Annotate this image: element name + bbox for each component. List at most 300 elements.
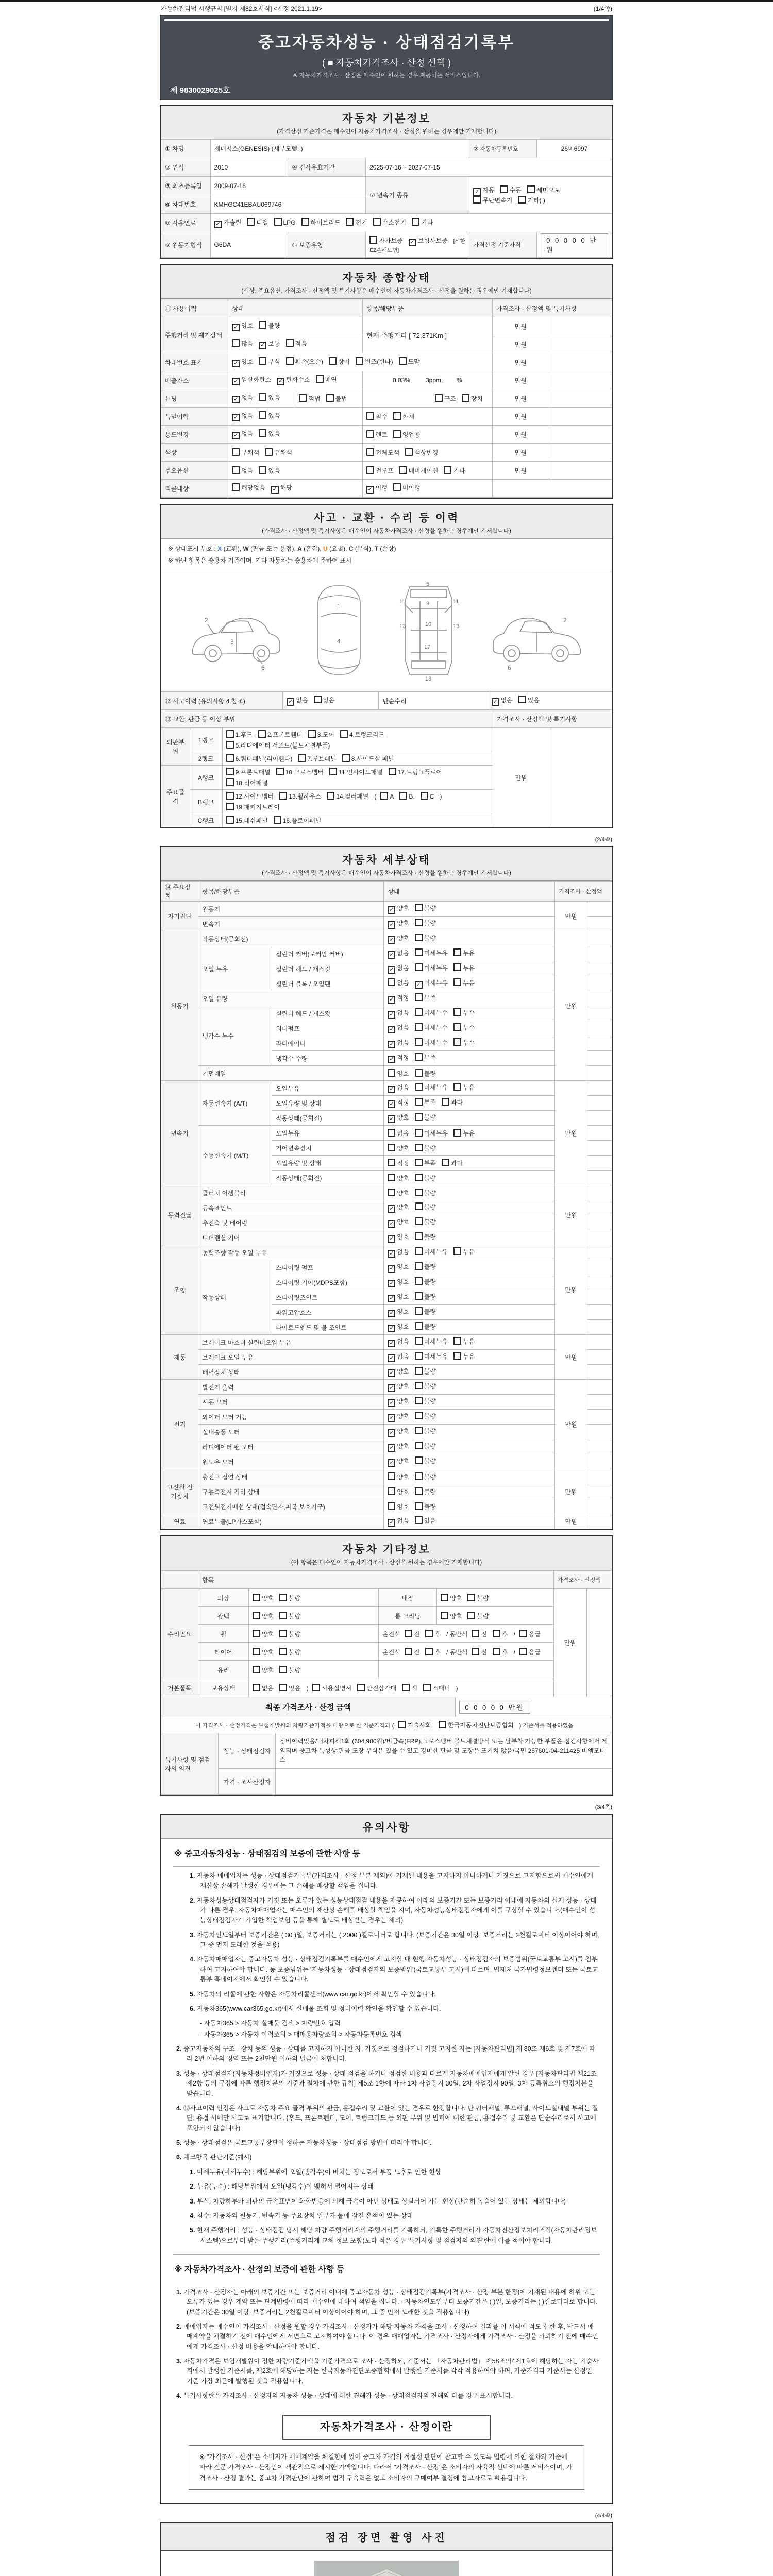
table-cell [384,1365,555,1380]
option-text: ) [440,793,442,800]
text: 17 [424,644,431,650]
span: 불량 [289,1612,301,1620]
table-cell: 만원 [555,1185,587,1245]
span: 미세누유 [424,950,448,957]
span: 미세누수 [424,1039,448,1046]
option [467,1595,489,1602]
checkbox: ✓ [388,1220,395,1228]
checkbox [366,448,374,456]
table-cell: 시동 모터 [198,1395,384,1410]
option [366,467,394,474]
notice-item: 6. 자동차365(www.car365.go.kr)에서 실매물 조회 및 정비이력 확인을 확인할 수 있습니다. [190,2005,441,2012]
div [161,1570,612,1795]
b: 4. [190,2212,195,2219]
table-cell [384,1141,555,1156]
checkbox [415,1083,423,1091]
span: 없음 [397,1129,409,1137]
accident-subtitle: (가격조사 · 산정액 및 특기사항은 매수인이 자동차가격조사 · 산정을 원하는 경우에만 기재합니다) [262,528,511,534]
detail-row [161,1350,612,1365]
checkbox: ✓ [366,486,374,494]
warranty-insurer: [신한EZ손해보험] [369,238,465,253]
span: 미세누유 [424,964,448,972]
span: 불량 [289,1648,301,1656]
span: 전 [413,1630,420,1638]
table-cell: B랭크 [190,790,222,814]
option [405,1631,420,1638]
table-cell: 1랭크 [190,728,222,752]
span: 없음 [241,394,254,401]
table-cell [587,1484,612,1499]
checkbox [415,1382,423,1389]
option [415,1503,436,1511]
detail-row [161,1335,612,1350]
span: 누유 [463,1248,475,1256]
fuel-options [210,214,612,232]
table-cell: 스티어링 펌프 [272,1260,384,1275]
reg-number-label: ② 자동차등록번호 [469,140,537,158]
transmission-label: ⑦ 변속기 종류 [366,177,469,214]
span: 있음 [527,697,540,704]
checkbox [415,1337,423,1345]
table-cell [384,1469,555,1484]
span: 13.휠하우스 [289,793,322,800]
table-cell [587,1350,612,1365]
option [415,1114,436,1121]
overall-title: 자동차 종합상태 [342,272,431,284]
base-price-label: 가격산정 기준가격 [469,232,537,258]
table-cell [384,1111,555,1126]
table-cell: 리콜대상 [161,480,228,498]
table-cell: 라디에이터 [272,1036,384,1051]
option [393,413,414,420]
checkbox [412,218,419,226]
detail-row [161,1126,612,1141]
span: 침수 [375,413,388,420]
option [388,1070,409,1077]
span [369,237,453,244]
table-cell [384,976,555,991]
table-cell: 가격 · 조사산정자 [219,1769,276,1795]
checkbox [415,1502,423,1510]
option [453,1024,475,1031]
option [279,1631,300,1638]
notice-title: 유의사항 [362,1822,411,1834]
basic-items-row [161,1679,612,1697]
span: 양호 [397,1233,409,1241]
option [277,376,310,383]
option [232,449,259,456]
option-text: / [513,1630,515,1638]
checkbox [373,218,381,226]
option [259,430,280,437]
fuel-label: ⑧ 사용연료 [161,214,211,232]
table-cell [586,1589,612,1697]
checkbox [415,1098,423,1106]
option [258,731,303,738]
table-cell [587,1395,612,1410]
span: 양호 [397,1174,409,1182]
row-tuning [161,389,612,408]
table-cell: 디퍼렌셜 기어 [198,1230,384,1245]
checkbox [415,1516,423,1524]
table-cell: 타이어 [198,1643,249,1661]
option [259,358,280,365]
span: 미세누유 [424,1353,448,1360]
table-cell [587,1439,612,1454]
checkbox [232,466,240,474]
span: 하이브리드 [310,218,341,226]
table-cell: 만원 [493,728,549,827]
table-cell [384,1200,555,1215]
checkbox [415,1472,423,1480]
etc-title: 자동차 기타정보 [342,1544,431,1555]
notice-dash-item: - 자동차365 > 자동차 이력조회 > 매매용차량조회 > 자동차등록번호 검색 [200,2030,402,2038]
row-recall [161,480,612,498]
span: 양호 [397,1413,409,1420]
span: 없음 [397,1024,409,1031]
table-cell [248,1607,378,1625]
span: 3.도어 [317,731,334,738]
legend-prefix: ※ 상태표시 부호 : [168,545,218,552]
option [388,950,409,957]
table-cell: 만원 [555,1245,587,1335]
document-subtitle: ( ■ 자동차가격조사 · 산정 선택 ) [322,58,451,68]
checkbox [388,1144,395,1151]
div [161,691,612,827]
checkbox: ✓ [388,1369,395,1377]
table-cell: 만원 [492,317,549,335]
option [415,1130,448,1137]
checkbox: ✓ [388,1310,395,1317]
span: 미세누유 [424,1248,448,1256]
span: 불량 [424,1368,436,1375]
span: 양호 [397,1263,409,1270]
option [388,1084,409,1091]
table-cell: 변속기 [161,1081,198,1185]
rank-items [222,728,493,752]
table-cell [248,1643,378,1661]
b: 4. [176,2392,182,2400]
table-cell [379,1625,554,1643]
span: 양호 [261,1630,274,1638]
checkbox: ✓ [388,1444,395,1452]
option [415,1458,436,1465]
span: 훼손(오손) [295,358,323,365]
table-row [161,1571,612,1589]
option [402,1685,417,1692]
option [373,219,406,226]
option [259,340,280,347]
tbody [161,692,612,710]
table-cell: 타이로드엔드 및 볼 조인트 [272,1320,384,1335]
checkbox [415,1277,423,1285]
span: 해당 [280,484,292,492]
table-cell [384,931,555,946]
table-cell [587,1081,612,1096]
detail-row [161,1499,612,1514]
span: 불량 [424,1263,436,1270]
table-cell [362,408,492,426]
option [393,484,421,492]
checkbox: ✓ [388,921,395,929]
detail-row [161,1215,612,1230]
table-cell [384,1335,555,1350]
checkbox: ✓ [388,936,395,944]
span: 네비게이션 [408,467,439,474]
table-cell [492,480,612,498]
legend-desc: (부식) [355,545,372,552]
span: 무채색 [241,449,259,456]
div [226,815,489,826]
table-cell: 작동상태(공회전) [272,1171,384,1185]
table-cell [549,335,612,353]
table-cell [384,1290,555,1305]
checkbox [253,1594,260,1601]
table-cell: 조향 [161,1245,198,1335]
option [493,1631,508,1638]
option [388,935,409,942]
span: 불량 [477,1594,489,1602]
checkbox [415,1053,423,1061]
table-cell [549,426,612,444]
table-row [161,882,612,902]
span: 미이행 [402,484,421,492]
tbody [161,1697,612,1733]
row-vin-mark [161,353,612,371]
table-cell [248,1661,378,1679]
table-cell [549,353,612,371]
detail-row [161,1200,612,1215]
notice-heading-2: ※ 자동차가격조사 · 산정의 보증에 관한 사항 등 [173,2254,600,2283]
option [388,1413,409,1420]
vin-label: ⑥ 차대번호 [161,195,211,214]
span: 불량 [477,1612,489,1620]
checkbox [316,375,324,383]
option-text: 운전석 [382,1630,400,1638]
basic-info-subtitle: (가격산정 기준가격은 매수인이 자동차가격조사 · 산정을 원하는 경우에만 기재합니다) [277,129,496,135]
span: 없음 [397,964,409,972]
option [226,731,253,738]
option [415,994,436,1002]
b: 4. [190,1956,195,1963]
span: 미세누유 [424,1129,448,1137]
inspector-opinion: 정비이력있음/내차피해1회 (604,900원)/비금속(FRP),크로스멤버 볼트체결방식 또는 탈부착 가능한 부품은 점검사항에서 제외되며 중고차 특성상 판금 도장 부식은 있을 수 있고 경미한 판금 및 도장은 표기치 않음/국민 257601-04-211425 비엠모터스 [276,1733,612,1769]
checkbox [388,1472,395,1480]
document-title: 중고자동차성능 · 상태점검기록부 [258,33,515,52]
table-cell: 오일유량 및 상태 [272,1156,384,1171]
option [441,1595,462,1602]
accident-title-band [161,505,612,539]
checkbox [453,1023,461,1031]
basic-info-title: 자동차 기본정보 [342,113,431,125]
table-cell: 오일 누유 [198,946,272,991]
table-cell [384,1514,555,1529]
table-cell: 파워고압호스 [272,1305,384,1320]
option [519,1631,541,1638]
option [398,1723,433,1729]
repair-row [161,1643,612,1661]
option [279,1667,300,1674]
span: 없음 [397,1084,409,1091]
checkbox [467,1612,475,1619]
legend-desc: (흠집) [304,545,320,552]
document-note: ※ 자동차가격조사 · 산정은 매수인이 원하는 경우 제공하는 서비스입니다. [292,73,481,79]
checkbox [389,768,396,775]
detail-table [161,881,612,1529]
div [473,196,608,205]
overall-table [161,299,612,498]
option [399,358,420,365]
checkbox: ✓ [492,698,499,706]
span: 세미오토 [536,187,561,194]
table-cell: 0.03%, 3ppm, % [362,371,492,389]
checkbox [415,1397,423,1404]
notice-item: 2. 중고자동차의 구조 · 장치 등의 성능 · 상태를 고지하지 아니한 자, 거짓으로 점검하거나 거짓 고지한 자는 [자동차관리법] 제 80조 제6호 및 제7호에 따라 2년 이하의 징역 또는 2천만원 이하의 벌금에 처합니다. [176,2045,596,2063]
option [415,1233,436,1241]
option [453,1009,475,1016]
option [232,376,271,383]
span: 없음 [241,430,254,437]
text: 1 [337,603,341,610]
etc-subtitle: (이 항목은 매수인이 자동차가격조사 · 산정을 원하는 경우에만 기재합니다) [291,1560,482,1566]
text: 11 [453,599,459,605]
detail-row [161,1425,612,1439]
option [415,1054,436,1061]
table-cell [384,917,555,931]
span: 누수 [463,1009,475,1016]
option [425,1631,441,1638]
g [406,587,452,674]
form-rule-reference: 자동차관리법 시행규칙 [별지 제82호서식] <개정 2021.1.19> [161,5,322,12]
option [329,358,350,365]
checkbox: ✓ [388,1100,395,1108]
rank-items [222,790,493,814]
table-cell: 만원 [492,335,549,353]
checkbox [415,1189,423,1196]
table-cell [456,1697,612,1717]
option [388,1368,409,1375]
checkbox [346,218,354,226]
tbody [161,1733,612,1795]
circle [205,645,221,662]
notice-item: 1. 자동차 매매업자는 성능 · 상태점검기록부(가격조사 · 산정 부분 제외)에 기재된 내용을 고지하지 아니하거나 거짓으로 고지함으로써 매수인에게 재산상 손해가 발생한 경우에는 그 손해를 배상할 책임을 집니다. [190,1872,594,1890]
table-cell [587,1454,612,1469]
span: 이행 [375,484,388,492]
checkbox: ✓ [388,951,395,959]
table-cell [587,1066,612,1081]
span: 디젤 [256,218,268,226]
table-row [161,1733,612,1769]
checkbox [415,993,423,1001]
accident-history-row [161,691,612,710]
option [388,1160,409,1167]
span: 누유 [463,1353,475,1360]
table-cell [587,1111,612,1126]
checkbox [519,1648,527,1655]
etc-table [161,1570,612,1697]
checkbox [453,1129,461,1137]
checkbox [286,357,294,365]
span: 불량 [424,1488,436,1496]
span: 9.프론트패널 [235,769,271,776]
table-cell [384,1245,555,1260]
section-basic-info [160,105,613,259]
table-cell [587,1469,612,1484]
table-cell [248,1589,378,1607]
table-cell [362,480,492,498]
first-reg-label: ⑤ 최초등록일 [161,177,211,195]
span: 미세누유 [424,979,448,987]
car-side-right-diagram [485,586,588,682]
span: 도말 [408,358,420,365]
checkbox [453,1337,461,1345]
checkbox [253,1612,260,1619]
span: 양호 [397,1428,409,1435]
option [253,1649,274,1656]
checkbox [226,816,234,824]
legend-code: T [374,545,379,552]
option [388,1383,409,1390]
opinion-table [161,1733,612,1795]
table-cell [384,1439,555,1454]
table-cell: 클러치 어셈블리 [198,1185,384,1200]
checkbox [259,321,266,329]
span: 수동 [509,187,522,194]
span: 16.플로어패널 [282,817,322,824]
text: 2 [563,617,567,624]
row-usage-change [161,426,612,444]
span: 불량 [424,1189,436,1197]
checkbox [415,919,423,926]
table-cell [228,389,295,408]
table-cell: 오일유량 및 상태 [272,1096,384,1111]
b: 6. [176,2154,182,2161]
checkbox [415,1487,423,1495]
checkbox [388,1159,395,1166]
option [415,1039,448,1046]
checkbox [415,1174,423,1181]
checkbox [405,1630,412,1637]
table-cell [384,946,555,961]
span: 적정 [397,1159,409,1167]
span: 해당없음 [241,484,265,492]
option [340,731,384,738]
table-cell [549,317,612,335]
div [226,802,489,812]
checkbox [442,1159,449,1166]
legend-code: X [217,545,222,552]
detail-row [161,1454,612,1469]
checkbox: ✓ [388,996,395,1004]
checkbox: ✓ [232,360,240,367]
text: 13 [453,623,460,630]
table-cell: 추진축 및 베어링 [198,1215,384,1230]
span: 없음 [261,1684,274,1692]
table-cell: 스티어링조인트 [272,1290,384,1305]
option [467,1613,489,1620]
checkbox [274,816,281,824]
checkbox: ✓ [388,1115,395,1123]
table-cell: 스티어링 기어(MDPS포함) [272,1275,384,1290]
span: 적정 [397,994,409,1002]
option [388,1009,409,1016]
span: 후 [434,1648,441,1656]
span: 불량 [289,1594,301,1602]
option [299,395,320,402]
checkbox [425,1648,433,1655]
option [346,219,367,226]
checkbox [298,754,306,762]
